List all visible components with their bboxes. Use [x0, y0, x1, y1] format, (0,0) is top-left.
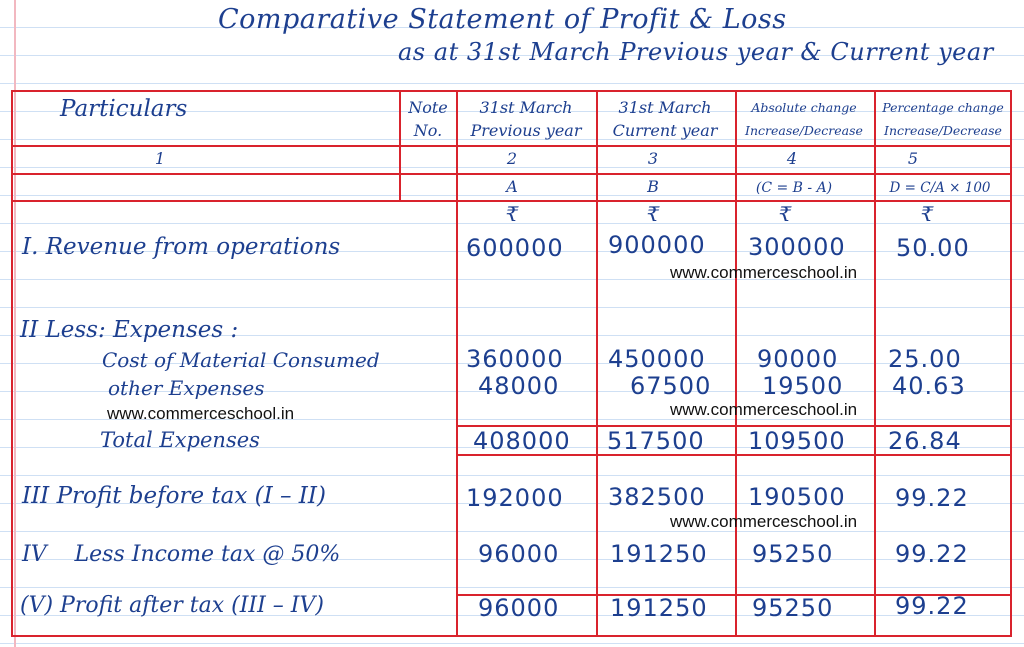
row-label-other: other Expenses	[108, 376, 265, 400]
watermark-4: www.commerceschool.in	[670, 512, 858, 531]
statement-title: Comparative Statement of Profit & Loss	[218, 4, 787, 35]
colnum-5: 5	[907, 149, 919, 168]
pat-prev: 96000	[478, 594, 560, 622]
pct-change-header-line1: Percentage change	[882, 100, 1004, 115]
total-prev: 408000	[473, 427, 571, 455]
other-prev: 48000	[478, 372, 560, 400]
note-header-line2: No.	[413, 121, 443, 140]
tax-pct: 99.22	[895, 540, 969, 568]
row-label-material: Cost of Material Consumed	[102, 348, 380, 372]
tax-curr: 191250	[610, 540, 708, 568]
row-rule-header	[11, 145, 1012, 147]
pbt-abs: 190500	[748, 483, 846, 511]
abs-change-header-line1: Absolute change	[751, 100, 857, 115]
row-label-less-expenses: II Less: Expenses :	[20, 317, 239, 343]
particulars-header: Particulars	[60, 96, 188, 122]
currency-curr: ₹	[646, 202, 660, 226]
formula-curr: B	[647, 177, 659, 196]
row-label-revenue: I. Revenue from operations	[22, 234, 341, 260]
pct-change-header-line2: Increase/Decrease	[884, 123, 1002, 138]
statement-subtitle: as at 31st March Previous year & Current year	[398, 38, 994, 66]
formula-abs: (C = B - A)	[755, 180, 833, 196]
row-label-total: Total Expenses	[100, 428, 260, 452]
revenue-curr: 900000	[608, 231, 706, 259]
material-pct: 25.00	[888, 345, 962, 373]
watermark-1: www.commerceschool.in	[670, 263, 858, 282]
total-abs: 109500	[748, 427, 846, 455]
currency-abs: ₹	[778, 202, 792, 226]
tax-abs: 95250	[752, 540, 834, 568]
row-label-pbt: III Profit before tax (I – II)	[22, 483, 326, 509]
revenue-abs: 300000	[748, 233, 846, 261]
pat-curr: 191250	[610, 594, 708, 622]
curr-year-header-line2: Current year	[612, 121, 718, 140]
watermark-2: www.commerceschool.in	[107, 404, 295, 423]
row-label-tax: IV Less Income tax @ 50%	[22, 542, 341, 567]
tax-prev: 96000	[478, 540, 560, 568]
pat-pct: 99.22	[895, 592, 969, 620]
material-abs: 90000	[757, 345, 839, 373]
prev-year-header-line1: 31st March	[479, 98, 573, 117]
currency-prev: ₹	[505, 202, 519, 226]
revenue-prev: 600000	[466, 234, 564, 262]
colnum-3: 3	[647, 149, 659, 168]
pbt-pct: 99.22	[895, 484, 969, 512]
note-header-line1: Note	[408, 98, 448, 117]
row-rule-colnums	[11, 173, 1012, 175]
formula-prev: A	[506, 177, 518, 196]
total-curr: 517500	[607, 427, 705, 455]
abs-change-header-line2: Increase/Decrease	[745, 123, 863, 138]
pbt-prev: 192000	[466, 484, 564, 512]
colnum-1: 1	[154, 149, 166, 168]
colnum-4: 4	[786, 149, 798, 168]
pbt-curr: 382500	[608, 483, 706, 511]
revenue-pct: 50.00	[896, 234, 970, 262]
curr-year-header-line1: 31st March	[618, 98, 712, 117]
currency-pct: ₹	[920, 202, 934, 226]
row-label-pat: (V) Profit after tax (III – IV)	[20, 593, 324, 618]
other-pct: 40.63	[892, 372, 966, 400]
material-curr: 450000	[608, 345, 706, 373]
other-abs: 19500	[762, 372, 844, 400]
prev-year-header-line2: Previous year	[470, 121, 582, 140]
pat-abs: 95250	[752, 594, 834, 622]
material-prev: 360000	[466, 345, 564, 373]
other-curr: 67500	[630, 372, 712, 400]
colnum-2: 2	[506, 149, 518, 168]
total-pct: 26.84	[888, 427, 962, 455]
watermark-3: www.commerceschool.in	[670, 400, 858, 419]
formula-pct: D = C/A × 100	[889, 180, 991, 196]
